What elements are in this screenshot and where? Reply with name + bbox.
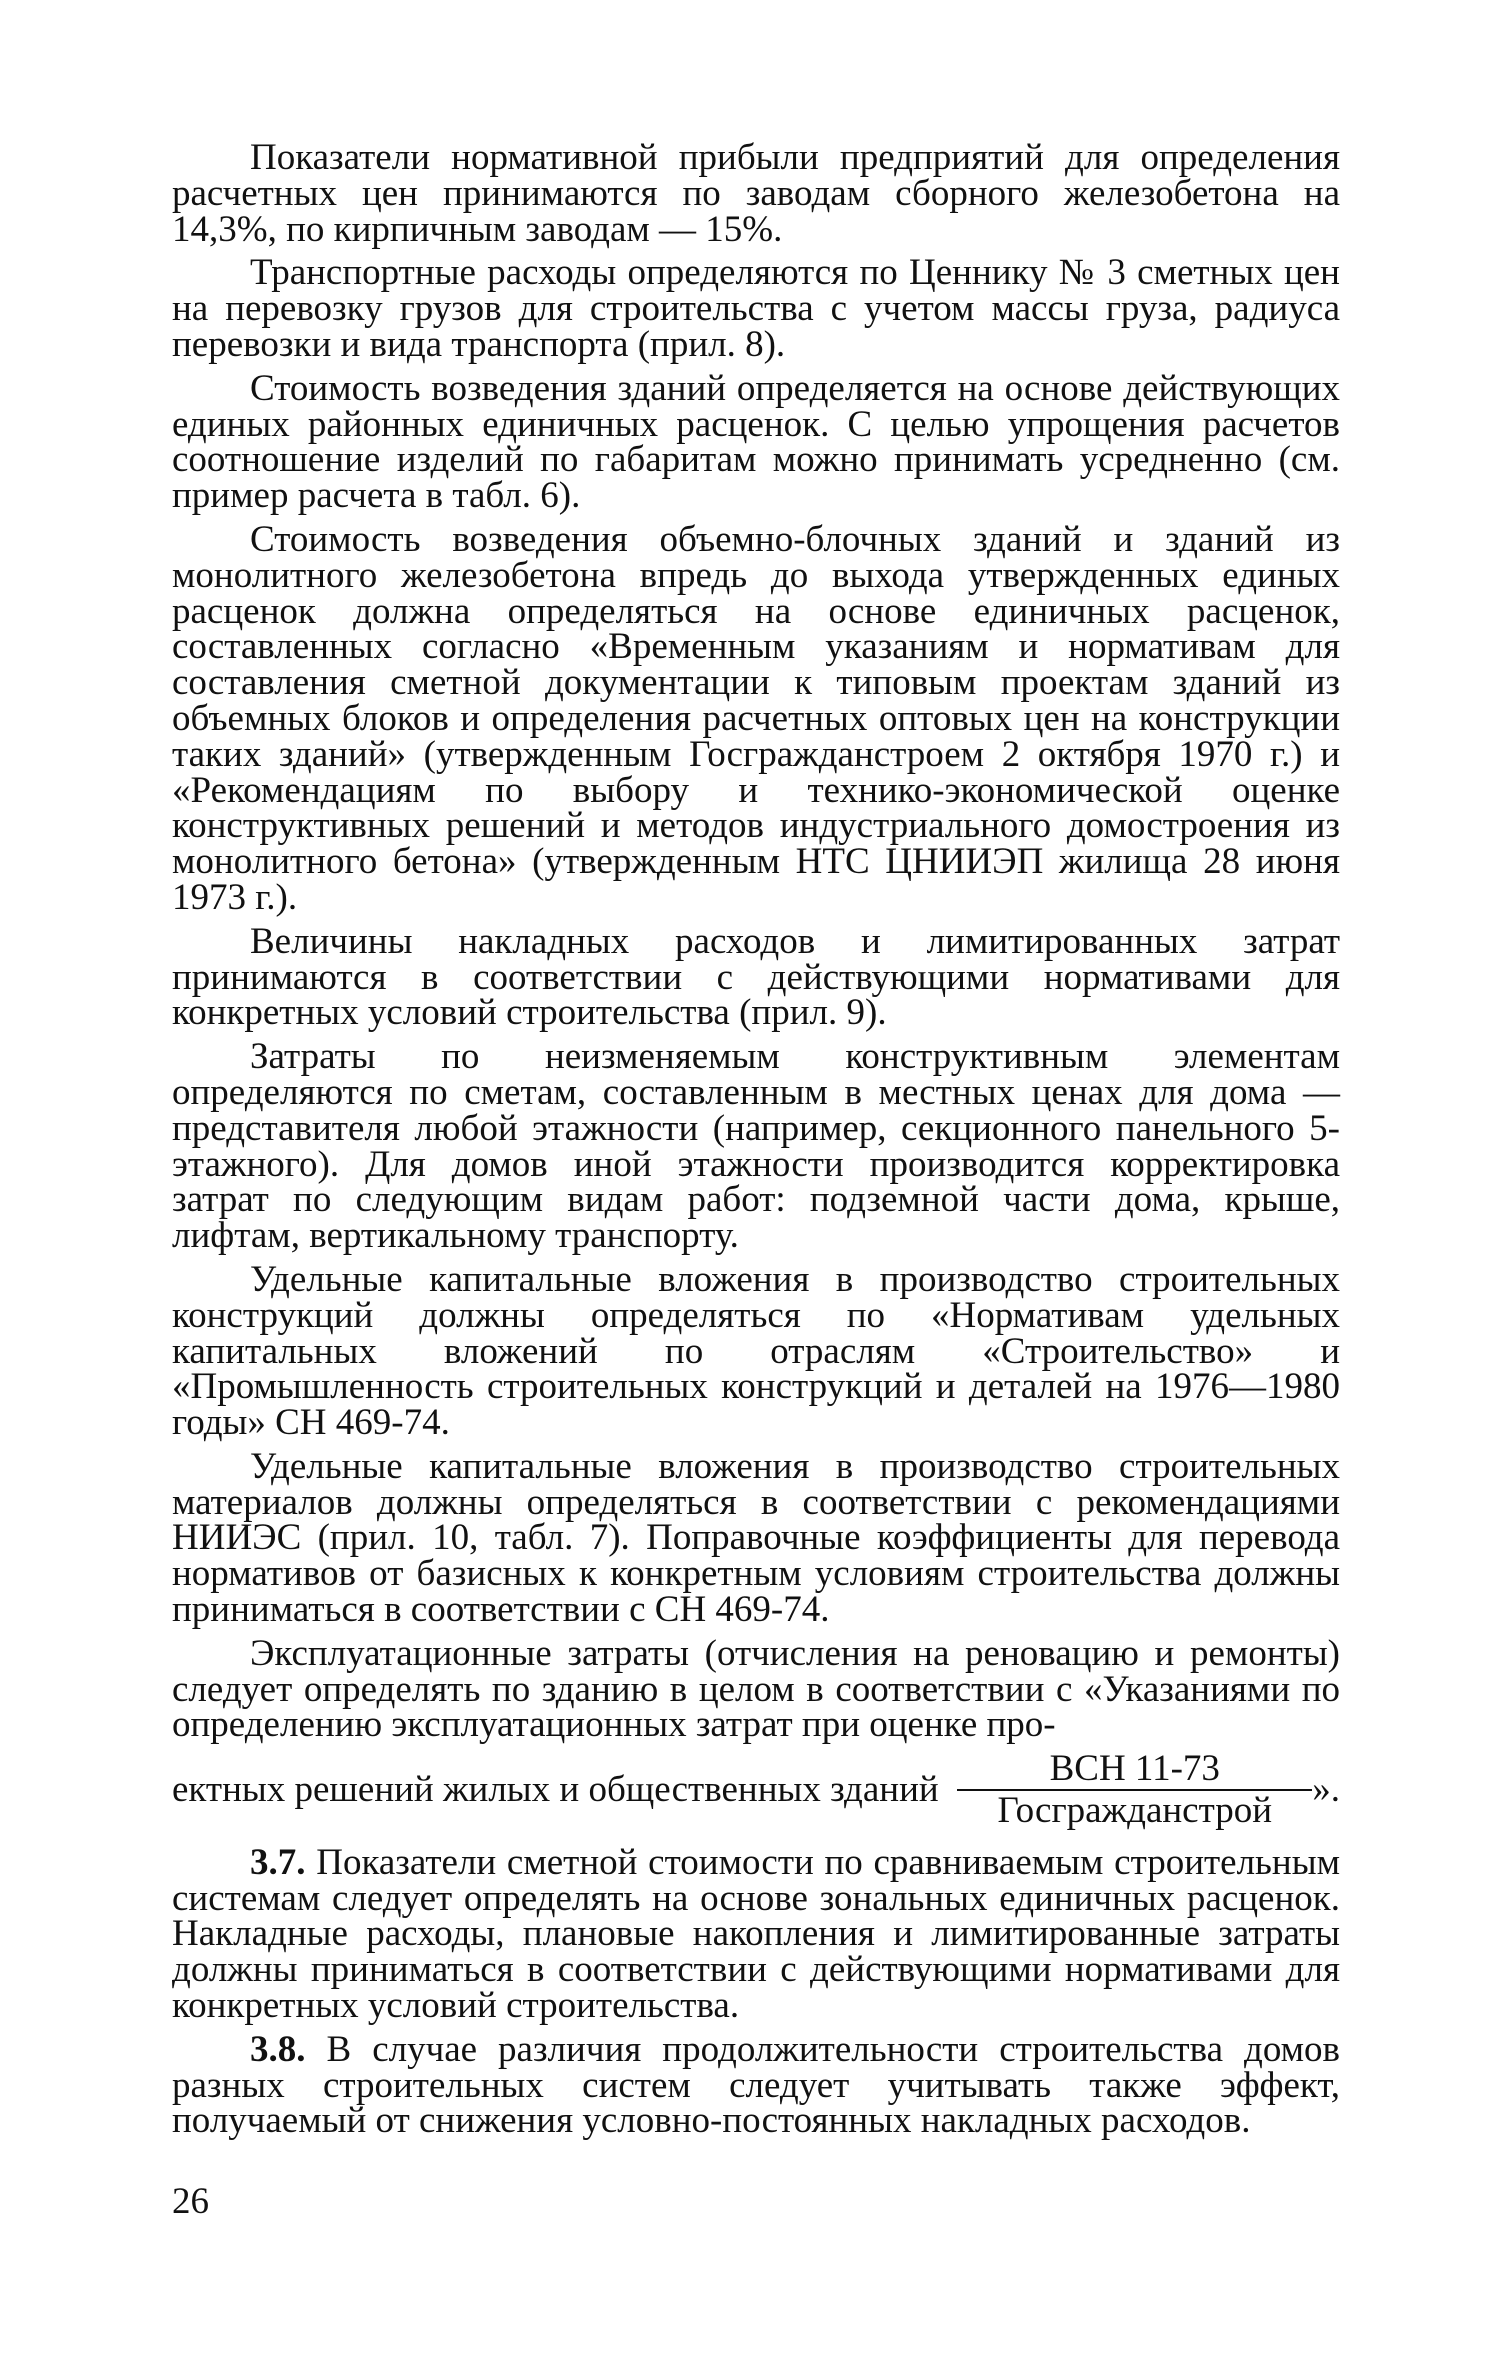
paragraph-volume-block-buildings: Стоимость возведения объемно-блочных зданий и зданий из монолитного железобетона впредь до выхода утвержденных единых расценок должна определяться на основе единичных расценок, составленных согласно «Временным указаниям и нормативам для составления сметной документации к типовым проектам зданий из объемных блоков и определения расчетных оптовых цен на конструкции таких зданий» (утвержденным Госгражданстроем 2 октября 1970 г.) и «Рекомендациям по выбору и технико-экономической оценке конструктивных решений и методов индустриального домостроения из монолитного бетона» (утвержденным НТС ЦНИИЭП жилища 28 июня 1973 г.). <box>172 518 1340 918</box>
fraction-group <box>957 1748 1340 1832</box>
paragraph-transport-costs: Транспортные расходы определяются по Ценнику № 3 сметных цен на перевозку грузов для строительства с учетом массы груза, радиуса перевозки и вида транспорта (прил. 8). <box>172 252 1340 365</box>
fraction-suffix: ». <box>1312 1769 1340 1811</box>
fraction-prefix: ектных решений жилых и общественных зданий <box>172 1769 939 1811</box>
page-number: 26 <box>172 2181 209 2222</box>
paragraph-capital-investment-materials: Удельные капитальные вложения в производство строительных материалов должны определяться в соответствии с рекомендациями НИИЭС (прил. 10, табл. 7). Поправочные коэффициенты для перевода нормативов от базисных к конкретным условиям строительства должны приниматься в соответствии с СН 469-74. <box>172 1445 1340 1631</box>
section-3-7-number: 3.7. <box>250 1841 306 1883</box>
fraction <box>957 1748 1312 1832</box>
fraction-denominator: Госгражданстрой <box>997 1790 1273 1832</box>
section-3-8 <box>172 2028 1340 2142</box>
section-3-7-text: Показатели сметной стоимости по сравниваемым строительным системам следует определять на основе зональных единичных расценок. Накладные расходы, плановые накопления и лимитированные затраты должны приниматься в соответствии с действующими нормативами для конкретных условий строительства. <box>172 1841 1340 2027</box>
paragraph-capital-investment-structures: Удельные капитальные вложения в производство строительных конструкций должны определяться по «Нормативам удельных капитальных вложений по отраслям «Строительство» и «Промышленность строительных конструкций и деталей на 1976—1980 годы» СН 469-74. <box>172 1258 1340 1444</box>
paragraph-profit-norms: Показатели нормативной прибыли предприятий для определения расчетных цен принимаются по заводам сборного железобетона на 14,3%, по кирпичным заводам — 15%. <box>172 137 1340 250</box>
section-3-8-number: 3.8. <box>250 2028 306 2070</box>
paragraph-overhead-costs: Величины накладных расходов и лимитированных затрат принимаются в соответствии с действующими нормативами для конкретных условий строительства (прил. 9). <box>172 920 1340 1034</box>
section-3-7 <box>172 1841 1340 2027</box>
paragraph-invariant-elements: Затраты по неизменяемым конструктивным элементам определяются по сметам, составленным в местных ценах для дома — представителя любой этажности (например, секционного панельного 5-этажного). Для домов иной этажности производится корректировка затрат по следующим видам работ: подземной части дома, крыше, лифтам, вертикальному транспорту. <box>172 1036 1340 1257</box>
page-body <box>172 137 1340 2147</box>
fraction-numerator: ВСН 11-73 <box>957 1751 1312 1791</box>
fraction-line <box>172 1748 1340 1832</box>
section-3-8-text: В случае различия продолжительности строительства домов разных строительных систем следует учитывать также эффект, получаемый от снижения условно-постоянных накладных расходов. <box>172 2028 1340 2142</box>
paragraph-operating-costs: Эксплуатационные затраты (отчисления на реновацию и ремонты) следует определять по зданию в целом в соответствии с «Указаниями по определению эксплуатационных затрат при оценке про- <box>172 1632 1340 1746</box>
paragraph-construction-cost: Стоимость возведения зданий определяется на основе действующих единых районных единичных расценок. С целью упрощения расчетов соотношение изделий по габаритам можно принимать усредненно (см. пример расчета в табл. 6). <box>172 367 1340 517</box>
